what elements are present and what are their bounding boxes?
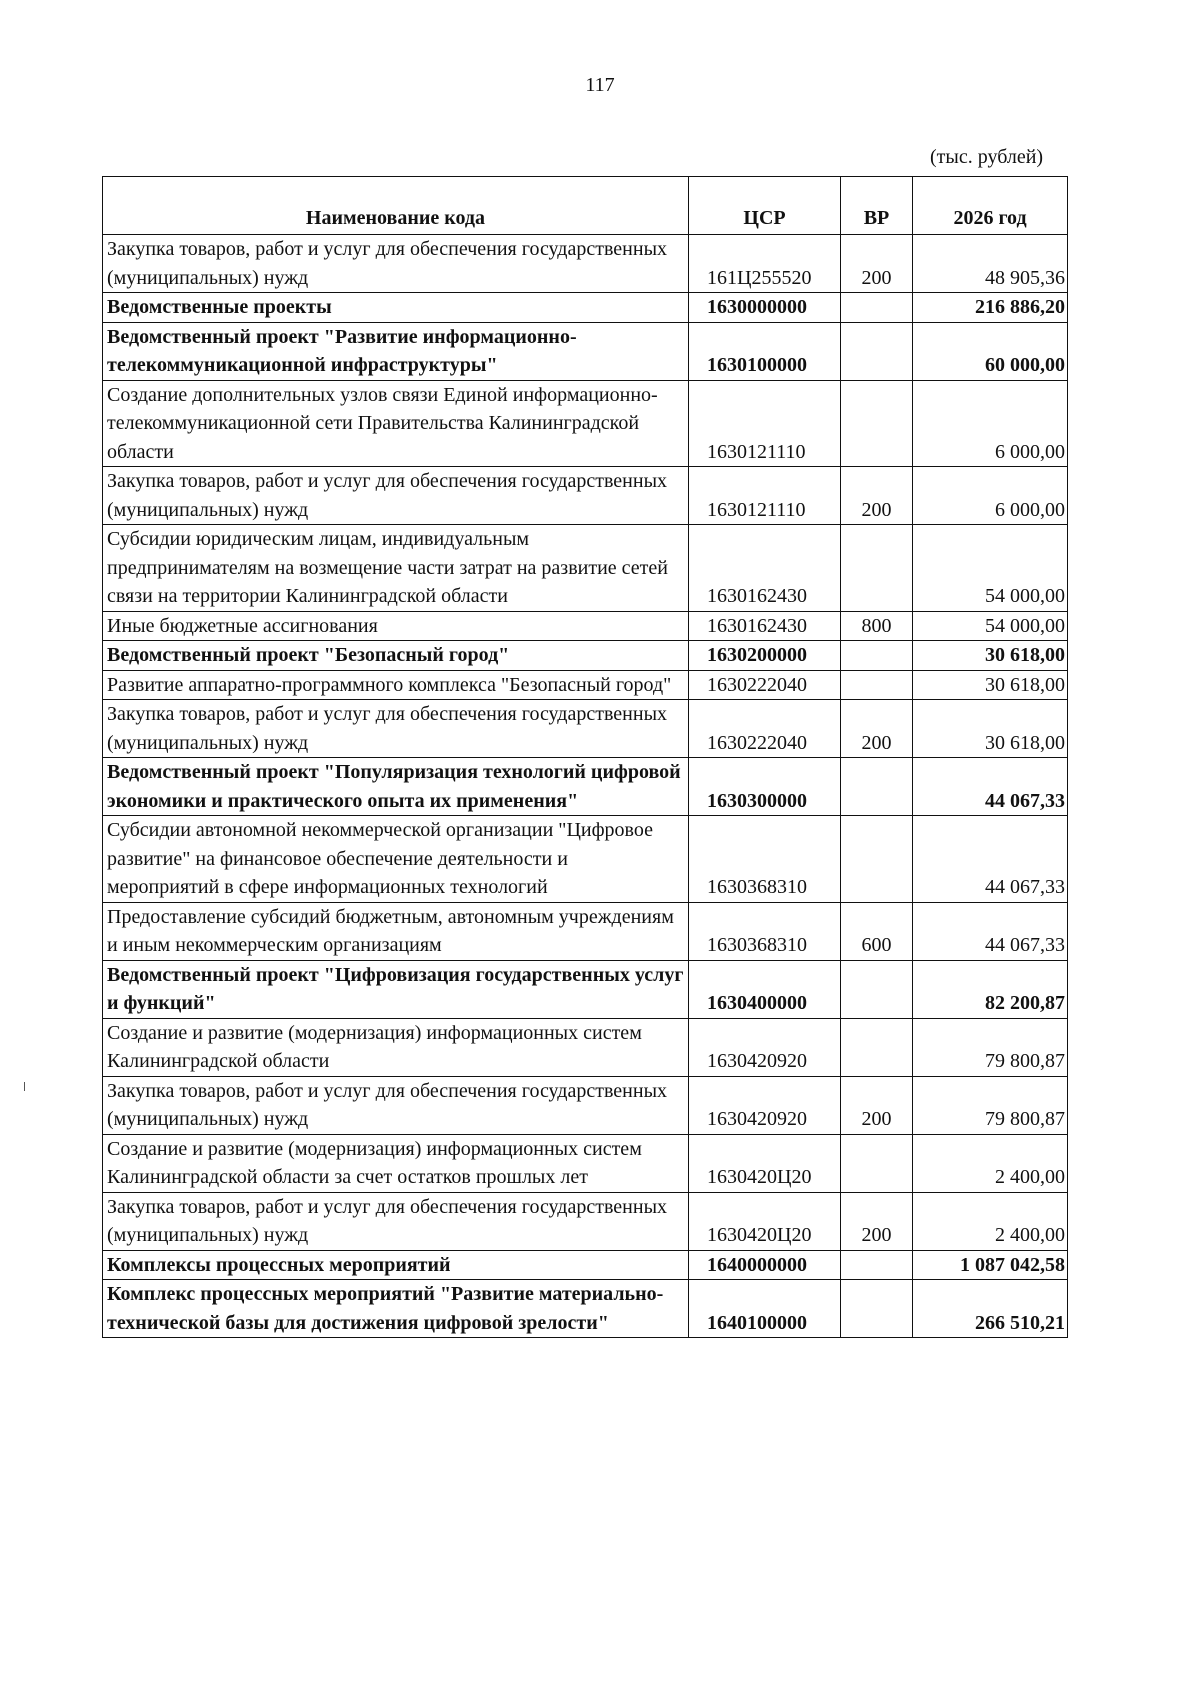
header-name: Наименование кода bbox=[103, 177, 689, 235]
cell-vr bbox=[841, 1018, 913, 1076]
cell-csr: 161Ц255520 bbox=[689, 235, 841, 293]
cell-csr: 1630300000 bbox=[689, 758, 841, 816]
cell-name: Ведомственный проект "Развитие информационно-телекоммуникационной инфраструктуры" bbox=[103, 322, 689, 380]
cell-amount: 44 067,33 bbox=[913, 758, 1068, 816]
cell-amount: 79 800,87 bbox=[913, 1076, 1068, 1134]
cell-amount: 54 000,00 bbox=[913, 611, 1068, 641]
cell-name: Комплексы процессных мероприятий bbox=[103, 1250, 689, 1280]
units-label: (тыс. рублей) bbox=[930, 146, 1044, 168]
cell-csr: 1630162430 bbox=[689, 525, 841, 612]
cell-name: Субсидии автономной некоммерческой организации "Цифровое развитие" на финансовое обеспечение деятельности и мероприятий в сфере информационных технологий bbox=[103, 816, 689, 903]
table-row bbox=[103, 670, 1068, 700]
cell-name: Закупка товаров, работ и услуг для обеспечения государственных (муниципальных) нужд bbox=[103, 700, 689, 758]
table-row bbox=[103, 380, 1068, 467]
cell-vr bbox=[841, 960, 913, 1018]
cell-vr: 600 bbox=[841, 902, 913, 960]
cell-amount: 48 905,36 bbox=[913, 235, 1068, 293]
cell-csr: 1630420Ц20 bbox=[689, 1192, 841, 1250]
cell-amount: 2 400,00 bbox=[913, 1192, 1068, 1250]
table-row bbox=[103, 1134, 1068, 1192]
header-year: 2026 год bbox=[913, 177, 1068, 235]
cell-csr: 1630121110 bbox=[689, 380, 841, 467]
cell-amount: 216 886,20 bbox=[913, 293, 1068, 323]
header-csr: ЦСР bbox=[689, 177, 841, 235]
table-row bbox=[103, 235, 1068, 293]
cell-vr bbox=[841, 758, 913, 816]
cell-vr bbox=[841, 1250, 913, 1280]
cell-amount: 1 087 042,58 bbox=[913, 1250, 1068, 1280]
cell-amount: 60 000,00 bbox=[913, 322, 1068, 380]
table-row bbox=[103, 1192, 1068, 1250]
cell-csr: 1630400000 bbox=[689, 960, 841, 1018]
cell-amount: 30 618,00 bbox=[913, 641, 1068, 671]
cell-name: Создание и развитие (модернизация) информационных систем Калининградской области за счет остатков прошлых лет bbox=[103, 1134, 689, 1192]
table-row bbox=[103, 700, 1068, 758]
cell-csr: 1630420920 bbox=[689, 1018, 841, 1076]
cell-name: Закупка товаров, работ и услуг для обеспечения государственных (муниципальных) нужд bbox=[103, 235, 689, 293]
cell-csr: 1630368310 bbox=[689, 902, 841, 960]
cell-csr: 1630200000 bbox=[689, 641, 841, 671]
cell-name: Комплекс процессных мероприятий "Развитие материально-технической базы для достижения цифровой зрелости" bbox=[103, 1280, 689, 1338]
cell-csr: 1640000000 bbox=[689, 1250, 841, 1280]
cell-vr bbox=[841, 380, 913, 467]
cell-amount: 30 618,00 bbox=[913, 700, 1068, 758]
cell-name: Ведомственный проект "Популяризация технологий цифровой экономики и практического опыта их применения" bbox=[103, 758, 689, 816]
page-number: 117 bbox=[585, 74, 615, 96]
cell-name: Ведомственные проекты bbox=[103, 293, 689, 323]
cell-csr: 1630121110 bbox=[689, 467, 841, 525]
table-body bbox=[103, 235, 1068, 1338]
cell-csr: 1630222040 bbox=[689, 700, 841, 758]
cell-name: Субсидии юридическим лицам, индивидуальным предпринимателям на возмещение части затрат на развитие сетей связи на территории Калининградской области bbox=[103, 525, 689, 612]
cell-amount: 44 067,33 bbox=[913, 902, 1068, 960]
cell-vr bbox=[841, 816, 913, 903]
cell-vr: 800 bbox=[841, 611, 913, 641]
table-row bbox=[103, 467, 1068, 525]
cell-name: Закупка товаров, работ и услуг для обеспечения государственных (муниципальных) нужд bbox=[103, 1076, 689, 1134]
budget-table bbox=[102, 176, 1068, 1338]
table-row bbox=[103, 611, 1068, 641]
cell-amount: 2 400,00 bbox=[913, 1134, 1068, 1192]
table-row bbox=[103, 1250, 1068, 1280]
cell-csr: 1630420Ц20 bbox=[689, 1134, 841, 1192]
cell-name: Создание дополнительных узлов связи Единой информационно-телекоммуникационной сети Правительства Калининградской области bbox=[103, 380, 689, 467]
cell-csr: 1630222040 bbox=[689, 670, 841, 700]
cell-name: Создание и развитие (модернизация) информационных систем Калининградской области bbox=[103, 1018, 689, 1076]
cell-vr: 200 bbox=[841, 700, 913, 758]
cell-vr bbox=[841, 670, 913, 700]
cell-name: Предоставление субсидий бюджетным, автономным учреждениям и иным некоммерческим организациям bbox=[103, 902, 689, 960]
cell-amount: 82 200,87 bbox=[913, 960, 1068, 1018]
cell-name: Развитие аппаратно-программного комплекса "Безопасный город" bbox=[103, 670, 689, 700]
table-row bbox=[103, 525, 1068, 612]
cell-vr bbox=[841, 322, 913, 380]
table-row bbox=[103, 902, 1068, 960]
table-row bbox=[103, 816, 1068, 903]
table-row bbox=[103, 960, 1068, 1018]
cell-csr: 1640100000 bbox=[689, 1280, 841, 1338]
cell-csr: 1630368310 bbox=[689, 816, 841, 903]
cell-csr: 1630100000 bbox=[689, 322, 841, 380]
cell-vr: 200 bbox=[841, 467, 913, 525]
cell-name: Иные бюджетные ассигнования bbox=[103, 611, 689, 641]
cell-name: Ведомственный проект "Цифровизация государственных услуг и функций" bbox=[103, 960, 689, 1018]
cell-name: Ведомственный проект "Безопасный город" bbox=[103, 641, 689, 671]
margin-mark bbox=[24, 1082, 25, 1091]
table-row bbox=[103, 1018, 1068, 1076]
cell-amount: 79 800,87 bbox=[913, 1018, 1068, 1076]
cell-vr: 200 bbox=[841, 1076, 913, 1134]
table-row bbox=[103, 1076, 1068, 1134]
table-row bbox=[103, 758, 1068, 816]
cell-vr bbox=[841, 641, 913, 671]
cell-vr bbox=[841, 1280, 913, 1338]
table-row bbox=[103, 1280, 1068, 1338]
cell-vr: 200 bbox=[841, 235, 913, 293]
header-vr: ВР bbox=[841, 177, 913, 235]
cell-vr bbox=[841, 293, 913, 323]
cell-vr bbox=[841, 525, 913, 612]
cell-csr: 1630420920 bbox=[689, 1076, 841, 1134]
table-row bbox=[103, 641, 1068, 671]
cell-amount: 54 000,00 bbox=[913, 525, 1068, 612]
cell-amount: 266 510,21 bbox=[913, 1280, 1068, 1338]
cell-vr: 200 bbox=[841, 1192, 913, 1250]
cell-amount: 6 000,00 bbox=[913, 380, 1068, 467]
cell-amount: 30 618,00 bbox=[913, 670, 1068, 700]
cell-vr bbox=[841, 1134, 913, 1192]
table-row bbox=[103, 293, 1068, 323]
table-header-row bbox=[103, 177, 1068, 235]
cell-name: Закупка товаров, работ и услуг для обеспечения государственных (муниципальных) нужд bbox=[103, 1192, 689, 1250]
cell-amount: 44 067,33 bbox=[913, 816, 1068, 903]
cell-amount: 6 000,00 bbox=[913, 467, 1068, 525]
cell-csr: 1630000000 bbox=[689, 293, 841, 323]
table-row bbox=[103, 322, 1068, 380]
cell-csr: 1630162430 bbox=[689, 611, 841, 641]
cell-name: Закупка товаров, работ и услуг для обеспечения государственных (муниципальных) нужд bbox=[103, 467, 689, 525]
